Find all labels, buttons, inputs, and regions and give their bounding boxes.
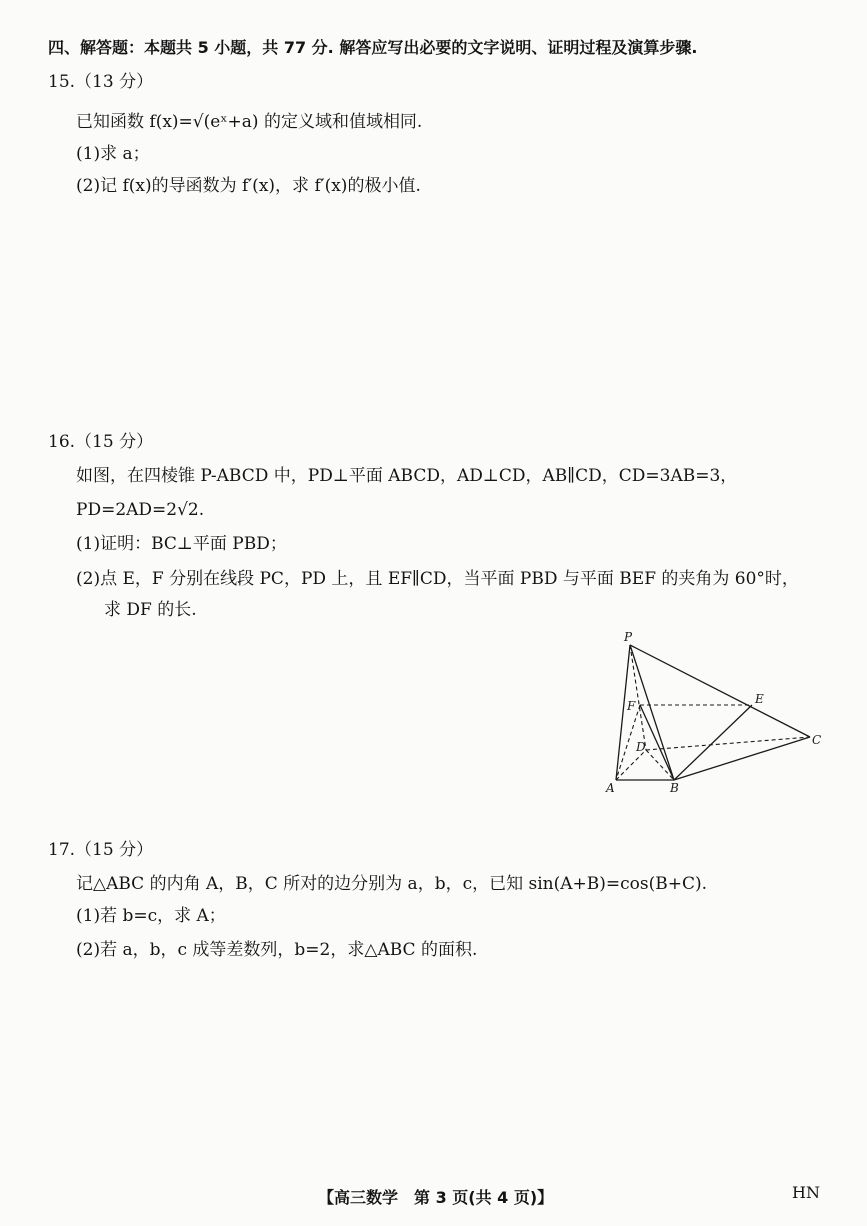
q15-stem: 已知函数 f(x)=√(eˣ+a) 的定义域和值域相同.: [76, 112, 423, 132]
q17-part2: (2)若 a，b，c 成等差数列，b=2，求△ABC 的面积.: [76, 940, 478, 960]
label-F: F: [627, 699, 636, 713]
label-P: P: [624, 630, 633, 644]
q16-part2-line1: (2)点 E，F 分别在线段 PC，PD 上，且 EF∥CD，当平面 PBD 与平面 BEF 的夹角为 60°时，: [76, 569, 799, 589]
label-C: C: [812, 733, 822, 747]
q16-stem-line1: 如图，在四棱锥 P-ABCD 中，PD⊥平面 ABCD，AD⊥CD，AB∥CD，CD=3AB=3，: [76, 466, 738, 486]
q15-part2: (2)记 f(x)的导函数为 f′(x)，求 f′(x)的极小值.: [76, 176, 421, 196]
region-code: HN: [792, 1183, 820, 1202]
edge-DC: [646, 737, 810, 750]
q15-part1: (1)求 a；: [76, 144, 150, 164]
q16-stem-line2: PD=2AD=2√2.: [76, 500, 205, 520]
q17-stem: 记△ABC 的内角 A，B，C 所对的边分别为 a，b，c，已知 sin(A+B)=cos(B+C).: [76, 874, 708, 894]
label-D: D: [636, 740, 646, 754]
q15-number: 15.（13 分）: [48, 72, 154, 92]
label-B: B: [670, 781, 679, 795]
edge-DB: [646, 750, 674, 780]
section-header: 四、解答题：本题共 5 小题，共 77 分. 解答应写出必要的文字说明、证明过程及演算步骤.: [48, 38, 698, 57]
pyramid-figure: [590, 625, 840, 805]
page-footer: 【高三数学 第 3 页(共 4 页)】: [318, 1188, 554, 1207]
label-E: E: [755, 692, 764, 706]
edge-BC: [674, 737, 810, 780]
q16-number: 16.（15 分）: [48, 432, 154, 452]
q16-part1: (1)证明：BC⊥平面 PBD；: [76, 534, 287, 554]
edge-PD: [630, 645, 646, 750]
q17-part1: (1)若 b=c，求 A；: [76, 906, 226, 926]
label-A: A: [606, 781, 615, 795]
edge-PC: [630, 645, 810, 737]
q16-part2-line2: 求 DF 的长.: [104, 600, 197, 620]
q17-number: 17.（15 分）: [48, 840, 154, 860]
